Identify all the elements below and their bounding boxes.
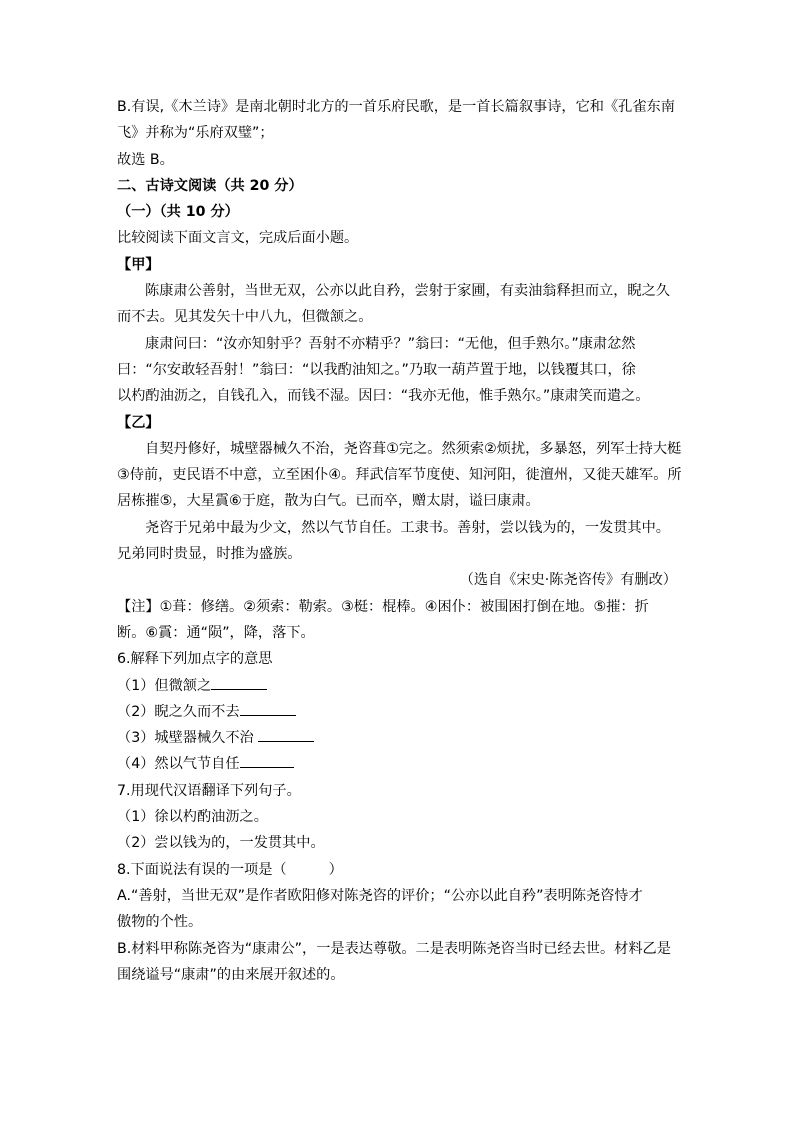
- passage-yi-line: 尧咨于兄弟中最为少文，然以气节自任。工隶书。善射，尝以钱为的，一发贯其中。: [145, 519, 670, 536]
- question-7-item-2: （2）尝以钱为的，一发贯其中。: [117, 835, 325, 852]
- source-citation: （选自《宋史·陈尧咨传》有删改）: [459, 572, 677, 589]
- passage-jia-line: 康肃问曰：“汝亦知射乎？吾射不亦精乎？”翁曰：“无他，但手熟尔。”康肃忿然: [145, 335, 636, 352]
- question-6-item-1: （1）但微颔之: [117, 673, 677, 699]
- answer-b-line-2: 飞》并称为“乐府双璧”；: [117, 125, 274, 142]
- answer-blank[interactable]: [240, 700, 296, 716]
- passage-jia-line: 以杓酌油沥之，自钱孔入，而钱不湿。因曰：“我亦无他，惟手熟尔。”康肃笑而遣之。: [117, 388, 650, 405]
- section-heading: 二、古诗文阅读（共 20 分）: [117, 177, 303, 194]
- answer-blank[interactable]: [211, 674, 267, 690]
- option-a-line-1: A.“善射，当世无双”是作者欧阳修对陈尧咨的评价；“公亦以此自矜”表明陈尧咨恃才: [117, 887, 643, 904]
- passage-yi-line: ③侍前，吏民语不中意，立至困仆④。拜武信军节度使、知河阳，徙澶州，又徙天雄军。所: [117, 467, 682, 484]
- subsection-heading: （一）（共 10 分）: [117, 204, 239, 221]
- answer-b-line-1: B.有误,《木兰诗》是南北朝时北方的一首乐府民歌，是一首长篇叙事诗，它和《孔雀东南: [117, 99, 675, 115]
- question-6-item-2: （2）睨之久而不去: [117, 699, 677, 725]
- question-8: 8.下面说法有误的一项是（ ）: [117, 861, 343, 878]
- question-6: 6.解释下列加点字的意思: [117, 651, 273, 668]
- passage-jia-line: 曰：“尔安敢轻吾射！”翁曰：“以我酌油知之。”乃取一葫芦置于地，以钱覆其口，徐: [117, 361, 636, 378]
- passage-yi-label: 【乙】: [117, 414, 160, 431]
- passage-yi-line: 居栋摧⑤，大星霣⑥于庭，散为白气。已而卒，赠太尉，谥曰康肃。: [117, 493, 540, 510]
- passage-jia-line: 陈康肃公善射，当世无双，公亦以此自矜，尝射于家圃，有卖油翁释担而立，睨之久: [145, 283, 670, 300]
- question-7-item-1: （1）徐以杓酌油沥之。: [117, 809, 268, 826]
- answer-blank[interactable]: [240, 752, 294, 768]
- passage-yi-line: 自契丹修好，城壁器械久不治，尧咨葺①完之。然须索②烦扰，多暴怒，列军士持大梃: [145, 440, 682, 457]
- notes-line: 【注】①葺：修缮。②须索：勒索。③梃：棍棒。④困仆：被围困打倒在地。⑤摧：折: [117, 598, 649, 615]
- option-b-line-1: B.材料甲称陈尧咨为“康肃公”，一是表达尊敬。二是表明陈尧咨当时已经去世。材料乙是: [117, 940, 671, 957]
- option-a-line-2: 傲物的个性。: [117, 914, 203, 931]
- instruction: 比较阅读下面文言文，完成后面小题。: [117, 230, 359, 247]
- passage-yi-line: 兄弟同时贵显，时推为盛族。: [117, 546, 302, 563]
- question-7: 7.用现代汉语翻译下列句子。: [117, 782, 301, 799]
- passage-jia-line: 而不去。见其发矢十中八九，但微颔之。: [117, 309, 373, 326]
- answer-conclusion: 故选 B。: [117, 151, 174, 168]
- passage-jia-label: 【甲】: [117, 256, 160, 273]
- answer-blank[interactable]: [258, 726, 314, 742]
- notes-line: 断。⑥霣：通“陨”，降，落下。: [117, 624, 315, 641]
- document-page: [117, 94, 682, 988]
- question-6-item-4: （4）然以气节自任: [117, 751, 677, 777]
- option-b-line-2: 围绕谥号“康肃”的由来展开叙述的。: [117, 966, 345, 983]
- question-6-item-3: （3）城壁器械久不治: [117, 725, 677, 751]
